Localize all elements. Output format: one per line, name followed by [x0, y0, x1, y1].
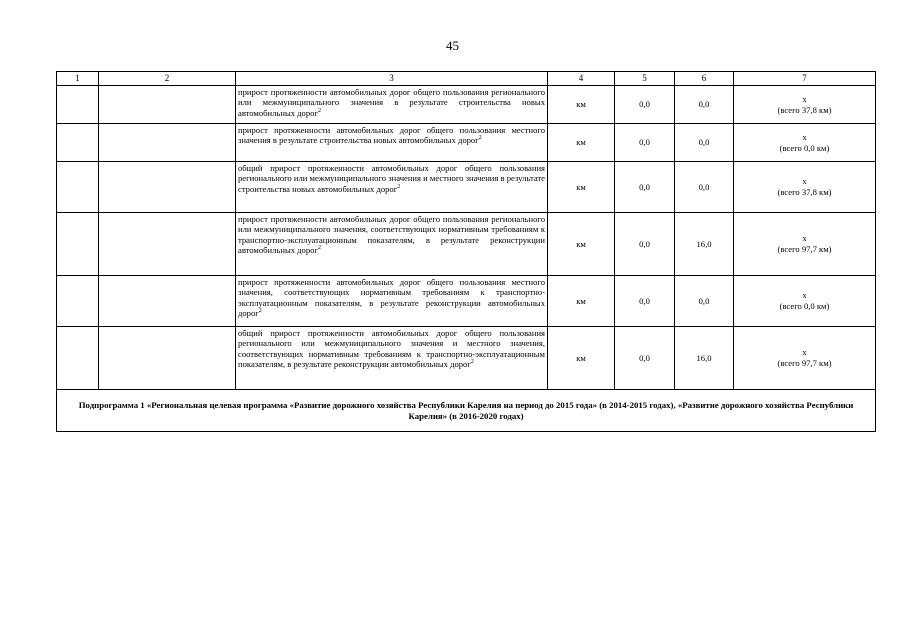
- header-cell: 5: [615, 72, 675, 86]
- subprogram-title: Подпрограмма 1 «Региональная целевая программа «Развитие дорожного хозяйства Республики Карелия на период до 2015 года» (в 2014-2015 годах), «Развитие дорожного хозяйства Республики Карелия» (в 2016-2020 годах): [57, 390, 876, 432]
- unit-cell: км: [548, 276, 615, 327]
- indicator-description: общий прирост протяженности автомобильных дорог общего пользования регионального или межмуниципального значения и местного значения в результате строительства новых автомобильных дорог: [238, 163, 545, 194]
- total-marker: х: [802, 93, 807, 104]
- total-cell: [734, 86, 876, 124]
- table-row: [57, 213, 876, 276]
- empty-cell-col2: [99, 124, 236, 162]
- total-cell: [734, 124, 876, 162]
- value-cell-col6: 16,0: [675, 213, 734, 276]
- total-cell: [734, 213, 876, 276]
- empty-cell-col2: [99, 86, 236, 124]
- value-cell-col6: 0,0: [675, 86, 734, 124]
- value-cell-col5: 0,0: [615, 86, 675, 124]
- value-cell-col5: 0,0: [615, 124, 675, 162]
- value-cell-col5: 0,0: [615, 276, 675, 327]
- total-cell: [734, 162, 876, 213]
- unit-cell: км: [548, 86, 615, 124]
- total-marker: х: [802, 233, 807, 243]
- value-cell-col6: 0,0: [675, 162, 734, 213]
- footnote-marker: 2: [317, 245, 321, 252]
- header-cell: 6: [675, 72, 734, 86]
- total-cell: [734, 327, 876, 390]
- header-cell: 7: [734, 72, 876, 86]
- value-cell-col5: 0,0: [615, 213, 675, 276]
- value-cell-col6: 0,0: [675, 276, 734, 327]
- header-cell: 3: [236, 72, 548, 86]
- total-value: (всего 0,0 км): [779, 301, 830, 311]
- indicator-description: прирост протяженности автомобильных дорог общего пользования регионального или межмуниципального значения, соответствующих нормативным требованиям к транспортно-эксплуатационным показателям, в результате реконструкции автомобильных дорог: [238, 214, 545, 256]
- header-cell: 4: [548, 72, 615, 86]
- footnote-marker: 2: [258, 308, 262, 315]
- indicator-description: общий прирост протяженности автомобильных дорог общего пользования регионального или межмуниципального значения и местного значения, соответствующих нормативным требованиям к транспортно-эксплуатационным показателям, в результате реконструкции автомобильных дорог: [238, 328, 545, 370]
- indicator-description-cell: [236, 276, 548, 327]
- indicators-table: [56, 71, 876, 432]
- header-cell: 1: [57, 72, 99, 86]
- total-value: (всего 97,7 км): [777, 358, 832, 368]
- footnote-marker: 2: [470, 359, 474, 366]
- table-row: [57, 276, 876, 327]
- empty-cell-col1: [57, 86, 99, 124]
- page-number: 45: [446, 38, 459, 53]
- table-header-row: [57, 72, 876, 86]
- total-marker: х: [802, 347, 807, 357]
- unit-cell: км: [548, 213, 615, 276]
- indicator-description: прирост протяженности автомобильных дорог общего пользования местного значения, соответствующих нормативным требованиям к транспортно-эксплуатационным показателям, в результате реконструкции автомобильных дорог: [238, 277, 545, 319]
- empty-cell-col1: [57, 213, 99, 276]
- indicator-description-cell: [236, 213, 548, 276]
- header-cell: 2: [99, 72, 236, 86]
- empty-cell-col2: [99, 327, 236, 390]
- indicator-description: прирост протяженности автомобильных дорог общего пользования местного значения в результате строительства новых автомобильных дорог: [238, 125, 545, 146]
- total-cell: [734, 276, 876, 327]
- total-value: (всего 37,8 км): [777, 104, 832, 115]
- subprogram-row: [57, 390, 876, 432]
- value-cell-col5: 0,0: [615, 327, 675, 390]
- total-value: (всего 0,0 км): [779, 142, 830, 153]
- total-marker: х: [802, 176, 807, 186]
- unit-cell: км: [548, 124, 615, 162]
- value-cell-col6: 16,0: [675, 327, 734, 390]
- value-cell-col5: 0,0: [615, 162, 675, 213]
- empty-cell-col1: [57, 162, 99, 213]
- total-value: (всего 97,7 км): [777, 244, 832, 254]
- empty-cell-col2: [99, 162, 236, 213]
- table-row: [57, 327, 876, 390]
- empty-cell-col2: [99, 276, 236, 327]
- unit-cell: км: [548, 162, 615, 213]
- indicator-description-cell: [236, 162, 548, 213]
- footnote-marker: 2: [478, 135, 482, 142]
- total-marker: х: [802, 131, 807, 142]
- indicator-description-cell: [236, 86, 548, 124]
- indicator-description-cell: [236, 124, 548, 162]
- empty-cell-col1: [57, 276, 99, 327]
- table-row: [57, 162, 876, 213]
- value-cell-col6: 0,0: [675, 124, 734, 162]
- footnote-marker: 2: [317, 107, 321, 114]
- empty-cell-col2: [99, 213, 236, 276]
- empty-cell-col1: [57, 327, 99, 390]
- indicator-description-cell: [236, 327, 548, 390]
- table-row: [57, 124, 876, 162]
- footnote-marker: 2: [397, 183, 401, 190]
- empty-cell-col1: [57, 124, 99, 162]
- indicator-description: прирост протяженности автомобильных дорог общего пользования регионального или межмуниципального значения в результате строительства новых автомобильных дорог: [238, 87, 545, 118]
- unit-cell: км: [548, 327, 615, 390]
- total-value: (всего 37,8 км): [777, 187, 832, 197]
- table-row: [57, 86, 876, 124]
- total-marker: х: [802, 290, 807, 300]
